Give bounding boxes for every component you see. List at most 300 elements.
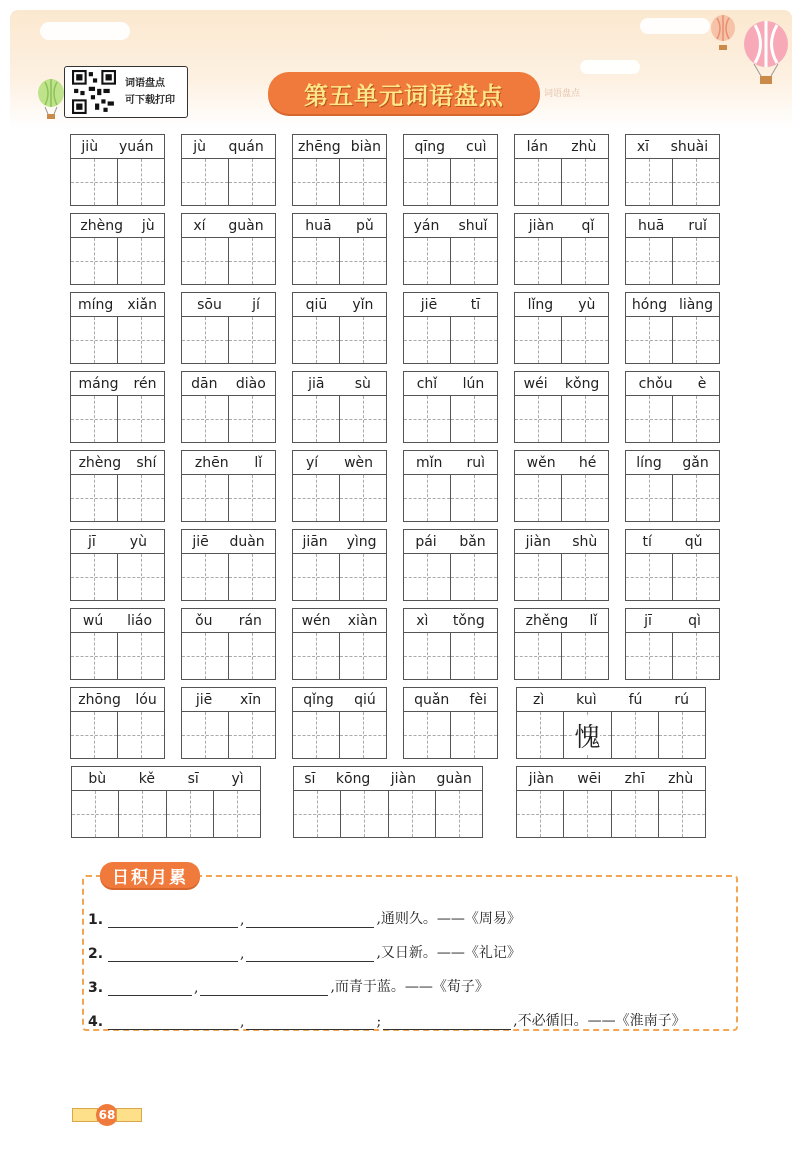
pinyin-syllable: jī <box>644 612 652 629</box>
writing-cell[interactable] <box>293 712 339 758</box>
word-box <box>70 213 165 285</box>
pinyin-syllable: dān <box>191 375 218 392</box>
answer-blank[interactable] <box>108 980 192 996</box>
answer-blank[interactable] <box>246 946 374 962</box>
writing-grid <box>181 158 276 206</box>
word-box <box>516 687 706 759</box>
pinyin-row <box>181 687 276 711</box>
answer-blank[interactable] <box>246 912 374 928</box>
question-number: 4. <box>88 1014 104 1030</box>
pinyin-syllable: jù <box>193 138 207 155</box>
qr-code-panel[interactable] <box>64 66 188 118</box>
writing-cell[interactable] <box>117 317 164 363</box>
writing-cell[interactable] <box>293 238 339 284</box>
pinyin-syllable: kuì <box>576 691 597 708</box>
pinyin-row <box>625 608 720 632</box>
answer-blank[interactable] <box>246 1014 374 1030</box>
pinyin-row <box>625 213 720 237</box>
writing-cell[interactable] <box>71 712 117 758</box>
writing-cell[interactable] <box>293 396 339 442</box>
writing-cell[interactable] <box>626 633 672 679</box>
pinyin-row <box>292 134 387 158</box>
writing-cell[interactable] <box>71 238 117 284</box>
writing-cell[interactable] <box>182 633 228 679</box>
writing-cell[interactable] <box>561 396 608 442</box>
qr-label-line2: 可下载打印 <box>125 95 175 106</box>
pinyin-syllable: chǒu <box>638 375 673 392</box>
pinyin-syllable: chǐ <box>416 375 438 392</box>
pinyin-row <box>403 529 498 553</box>
writing-cell[interactable] <box>182 554 228 600</box>
writing-cell[interactable] <box>450 554 497 600</box>
pinyin-syllable: hóng <box>631 296 668 313</box>
pinyin-row <box>403 450 498 474</box>
pinyin-syllable: fèi <box>469 691 487 708</box>
pinyin-row <box>625 292 720 316</box>
word-box <box>514 371 609 443</box>
writing-cell[interactable] <box>228 238 275 284</box>
writing-cell[interactable] <box>672 475 719 521</box>
pinyin-row <box>292 371 387 395</box>
writing-cell[interactable] <box>658 712 705 758</box>
word-box <box>181 371 276 443</box>
word-box <box>181 292 276 364</box>
pinyin-syllable: wèn <box>344 454 374 471</box>
pinyin-syllable: rú <box>674 691 689 708</box>
writing-cell[interactable] <box>117 396 164 442</box>
writing-cell[interactable] <box>182 712 228 758</box>
writing-cell[interactable] <box>293 317 339 363</box>
word-box <box>403 134 498 206</box>
writing-cell[interactable] <box>450 317 497 363</box>
word-box <box>403 687 498 759</box>
pinyin-syllable: kě <box>138 770 155 787</box>
writing-cell[interactable] <box>563 712 610 758</box>
answer-blank[interactable] <box>108 1014 238 1030</box>
writing-cell[interactable] <box>561 317 608 363</box>
writing-cell[interactable] <box>435 791 482 837</box>
pinyin-row <box>514 371 609 395</box>
pinyin-row <box>516 766 706 790</box>
writing-grid <box>516 790 706 838</box>
writing-cell[interactable] <box>71 396 117 442</box>
writing-cell[interactable] <box>561 633 608 679</box>
writing-grid <box>181 711 276 759</box>
writing-cell[interactable] <box>71 554 117 600</box>
pinyin-syllable: wéi <box>523 375 548 392</box>
writing-grid <box>403 316 498 364</box>
question-text: ,不必循旧。——《淮南子》 <box>513 1013 686 1029</box>
writing-grid <box>514 395 609 443</box>
writing-cell[interactable] <box>228 712 275 758</box>
word-box <box>514 608 609 680</box>
writing-cell[interactable] <box>515 159 561 205</box>
writing-cell[interactable] <box>626 238 672 284</box>
writing-grid <box>514 158 609 206</box>
word-box <box>70 608 165 680</box>
pinyin-syllable: sī <box>187 770 199 787</box>
writing-grid <box>292 158 387 206</box>
pinyin-syllable: zhèng <box>80 217 124 234</box>
pinyin-syllable: jiē <box>195 691 213 708</box>
pinyin-syllable: qǔ <box>684 533 703 550</box>
word-box <box>181 213 276 285</box>
writing-grid <box>292 237 387 285</box>
word-box <box>181 608 276 680</box>
writing-cell[interactable] <box>561 554 608 600</box>
pinyin-syllable: cuì <box>466 138 487 155</box>
writing-cell[interactable] <box>228 554 275 600</box>
writing-grid <box>71 790 261 838</box>
pinyin-syllable: guàn <box>228 217 264 234</box>
writing-cell[interactable] <box>228 317 275 363</box>
pinyin-syllable: liáo <box>127 612 153 629</box>
pinyin-syllable: xiǎn <box>127 296 157 313</box>
pinyin-syllable: yìng <box>346 533 377 550</box>
writing-cell[interactable] <box>517 712 563 758</box>
page-bar-left <box>72 1108 98 1122</box>
writing-cell[interactable] <box>611 712 658 758</box>
cloud-decoration <box>580 60 640 74</box>
writing-grid <box>292 632 387 680</box>
pinyin-syllable: zhēng <box>298 138 341 155</box>
writing-cell[interactable] <box>561 159 608 205</box>
pinyin-syllable: kǒng <box>564 375 600 392</box>
writing-cell[interactable] <box>339 554 386 600</box>
writing-cell[interactable] <box>72 791 118 837</box>
writing-cell[interactable] <box>626 159 672 205</box>
writing-cell[interactable] <box>515 317 561 363</box>
pinyin-row <box>514 608 609 632</box>
writing-cell[interactable] <box>71 317 117 363</box>
pinyin-row <box>403 292 498 316</box>
writing-cell[interactable] <box>658 791 705 837</box>
writing-cell[interactable] <box>515 475 561 521</box>
word-box <box>514 292 609 364</box>
word-box <box>71 766 261 838</box>
writing-cell[interactable] <box>450 712 497 758</box>
writing-cell[interactable] <box>228 159 275 205</box>
word-box <box>292 450 387 522</box>
cloud-decoration <box>40 22 130 40</box>
pinyin-row <box>292 213 387 237</box>
writing-cell[interactable] <box>450 238 497 284</box>
writing-cell[interactable] <box>117 159 164 205</box>
answer-blank[interactable] <box>200 980 328 996</box>
pinyin-row <box>514 213 609 237</box>
writing-cell[interactable] <box>404 159 450 205</box>
pinyin-row <box>403 687 498 711</box>
writing-grid <box>403 474 498 522</box>
writing-cell[interactable] <box>672 238 719 284</box>
word-box <box>292 529 387 601</box>
pinyin-syllable: zhèng <box>78 454 122 471</box>
qr-label-line1: 词语盘点 <box>125 78 165 89</box>
writing-cell[interactable] <box>404 712 450 758</box>
pinyin-syllable: fú <box>628 691 643 708</box>
pinyin-row <box>514 450 609 474</box>
pinyin-row <box>403 608 498 632</box>
pinyin-syllable: qì <box>688 612 701 629</box>
pinyin-syllable: zhōng <box>78 691 121 708</box>
separator: , <box>240 946 245 962</box>
writing-grid <box>181 395 276 443</box>
writing-cell[interactable] <box>117 475 164 521</box>
writing-grid <box>625 158 720 206</box>
question-text: ,通则久。——《周易》 <box>376 911 521 927</box>
pinyin-syllable: quǎn <box>414 691 450 708</box>
writing-cell[interactable] <box>71 159 117 205</box>
pinyin-syllable: jù <box>141 217 155 234</box>
writing-cell[interactable] <box>339 317 386 363</box>
pinyin-syllable: huā <box>638 217 665 234</box>
word-box <box>625 529 720 601</box>
word-box <box>181 687 276 759</box>
pinyin-syllable: xí <box>193 217 206 234</box>
writing-cell[interactable] <box>672 554 719 600</box>
pinyin-syllable: wú <box>82 612 104 629</box>
balloon-icon <box>708 14 738 52</box>
writing-cell[interactable] <box>117 554 164 600</box>
writing-cell[interactable] <box>515 633 561 679</box>
page-number-badge <box>72 1104 142 1126</box>
pinyin-syllable: zhěng <box>525 612 569 629</box>
writing-cell[interactable] <box>166 791 213 837</box>
word-box <box>403 292 498 364</box>
writing-grid <box>625 237 720 285</box>
writing-grid <box>625 395 720 443</box>
writing-grid <box>292 316 387 364</box>
word-box <box>516 766 706 838</box>
writing-grid <box>625 474 720 522</box>
writing-cell[interactable] <box>117 238 164 284</box>
writing-cell[interactable] <box>404 554 450 600</box>
writing-cell[interactable] <box>672 633 719 679</box>
writing-cell[interactable] <box>339 475 386 521</box>
writing-cell[interactable] <box>228 475 275 521</box>
pinyin-syllable: zhēn <box>194 454 229 471</box>
question-number: 3. <box>88 980 104 996</box>
writing-cell[interactable] <box>339 396 386 442</box>
writing-cell[interactable] <box>182 396 228 442</box>
pinyin-syllable: xīn <box>240 691 262 708</box>
word-box <box>292 134 387 206</box>
question-4 <box>88 1010 686 1030</box>
pinyin-row <box>71 766 261 790</box>
writing-cell[interactable] <box>118 791 165 837</box>
pinyin-row <box>514 292 609 316</box>
separator: ; <box>376 1014 382 1030</box>
qr-code-icon[interactable] <box>69 70 119 114</box>
writing-cell[interactable] <box>182 475 228 521</box>
writing-cell[interactable] <box>561 475 608 521</box>
pinyin-syllable: è <box>697 375 707 392</box>
answer-blank[interactable] <box>108 912 238 928</box>
daily-title: 日积月累 <box>112 867 188 888</box>
pinyin-syllable: xī <box>636 138 649 155</box>
writing-cell[interactable] <box>182 238 228 284</box>
daily-title-badge <box>100 862 200 888</box>
pinyin-row <box>516 687 706 711</box>
writing-cell[interactable] <box>626 396 672 442</box>
writing-cell[interactable] <box>293 159 339 205</box>
writing-cell[interactable] <box>404 317 450 363</box>
pinyin-syllable: ruǐ <box>688 217 707 234</box>
writing-cell[interactable] <box>293 633 339 679</box>
word-box <box>181 134 276 206</box>
pinyin-syllable: yí <box>305 454 319 471</box>
word-box <box>292 292 387 364</box>
writing-cell[interactable] <box>340 791 387 837</box>
writing-grid <box>403 632 498 680</box>
writing-cell[interactable] <box>517 791 563 837</box>
word-box <box>293 766 483 838</box>
writing-grid <box>293 790 483 838</box>
writing-cell[interactable] <box>404 238 450 284</box>
pinyin-syllable: lǐ <box>254 454 263 471</box>
writing-cell[interactable] <box>626 317 672 363</box>
pinyin-row <box>70 687 165 711</box>
word-box <box>403 371 498 443</box>
word-box <box>181 529 276 601</box>
pinyin-row <box>625 134 720 158</box>
pinyin-syllable: wēi <box>577 770 602 787</box>
writing-cell[interactable] <box>563 791 610 837</box>
writing-cell[interactable] <box>339 159 386 205</box>
question-text: ,又日新。——《礼记》 <box>376 945 521 961</box>
writing-cell[interactable] <box>515 238 561 284</box>
answer-blank[interactable] <box>383 1014 511 1030</box>
word-box <box>70 292 165 364</box>
writing-cell[interactable] <box>182 317 228 363</box>
pinyin-syllable: bù <box>88 770 107 787</box>
writing-cell[interactable] <box>404 633 450 679</box>
question-2 <box>88 942 521 962</box>
word-box <box>514 134 609 206</box>
pinyin-syllable: jiā <box>308 375 325 392</box>
pinyin-syllable: shuài <box>670 138 709 155</box>
writing-cell[interactable] <box>672 396 719 442</box>
pinyin-row <box>625 450 720 474</box>
writing-grid <box>292 553 387 601</box>
writing-grid <box>514 474 609 522</box>
writing-grid <box>514 553 609 601</box>
pinyin-syllable: lǐng <box>527 296 554 313</box>
pinyin-syllable: zì <box>532 691 545 708</box>
pinyin-row <box>70 213 165 237</box>
writing-cell[interactable] <box>71 475 117 521</box>
pinyin-syllable: jiē <box>420 296 438 313</box>
writing-cell[interactable] <box>293 475 339 521</box>
writing-cell[interactable] <box>515 396 561 442</box>
pinyin-row <box>292 450 387 474</box>
pinyin-row <box>70 529 165 553</box>
writing-cell[interactable] <box>388 791 435 837</box>
pinyin-row <box>70 371 165 395</box>
writing-grid <box>514 237 609 285</box>
pinyin-row <box>625 371 720 395</box>
pinyin-syllable: zhī <box>624 770 645 787</box>
writing-grid <box>70 316 165 364</box>
pinyin-syllable: jiàn <box>525 533 551 550</box>
writing-cell[interactable] <box>611 791 658 837</box>
writing-cell[interactable] <box>117 712 164 758</box>
writing-cell[interactable] <box>182 159 228 205</box>
writing-cell[interactable] <box>293 554 339 600</box>
writing-cell[interactable] <box>626 475 672 521</box>
writing-cell[interactable] <box>672 159 719 205</box>
writing-cell[interactable] <box>228 396 275 442</box>
writing-cell[interactable] <box>450 159 497 205</box>
word-box <box>70 450 165 522</box>
writing-cell[interactable] <box>71 633 117 679</box>
pinyin-row <box>181 529 276 553</box>
pinyin-syllable: gǎn <box>682 454 709 471</box>
writing-cell[interactable] <box>450 633 497 679</box>
pinyin-syllable: jī <box>88 533 96 550</box>
pinyin-syllable: lóu <box>135 691 157 708</box>
writing-cell[interactable] <box>404 396 450 442</box>
answer-blank[interactable] <box>108 946 238 962</box>
pinyin-syllable: zhù <box>668 770 694 787</box>
pinyin-syllable: míng <box>78 296 114 313</box>
writing-cell[interactable] <box>626 554 672 600</box>
writing-grid <box>514 632 609 680</box>
writing-cell[interactable] <box>339 238 386 284</box>
page-title: 第五单元词语盘点 <box>304 81 504 110</box>
pinyin-syllable: qǐ <box>581 217 595 234</box>
writing-cell[interactable] <box>117 633 164 679</box>
pinyin-syllable: xì <box>416 612 429 629</box>
writing-grid <box>514 316 609 364</box>
writing-cell[interactable] <box>339 712 386 758</box>
writing-cell[interactable] <box>213 791 260 837</box>
pinyin-row <box>403 371 498 395</box>
writing-cell[interactable] <box>294 791 340 837</box>
word-box <box>403 213 498 285</box>
writing-grid <box>181 553 276 601</box>
writing-cell[interactable] <box>228 633 275 679</box>
question-number: 2. <box>88 946 104 962</box>
writing-cell[interactable] <box>672 317 719 363</box>
pinyin-row <box>181 213 276 237</box>
pinyin-syllable: lún <box>462 375 485 392</box>
writing-grid <box>181 316 276 364</box>
writing-grid <box>403 553 498 601</box>
writing-cell[interactable] <box>515 554 561 600</box>
pinyin-syllable: xiàn <box>347 612 378 629</box>
writing-cell[interactable] <box>450 396 497 442</box>
writing-cell[interactable] <box>561 238 608 284</box>
writing-grid <box>403 395 498 443</box>
writing-grid <box>403 158 498 206</box>
pinyin-syllable: jiē <box>192 533 209 550</box>
pinyin-row <box>70 608 165 632</box>
writing-cell[interactable] <box>404 475 450 521</box>
pinyin-row <box>292 687 387 711</box>
pinyin-syllable: duàn <box>229 533 265 550</box>
pinyin-syllable: wěn <box>526 454 556 471</box>
writing-cell[interactable] <box>339 633 386 679</box>
pinyin-syllable: liàng <box>678 296 714 313</box>
writing-grid <box>625 553 720 601</box>
pinyin-syllable: yì <box>231 770 244 787</box>
pinyin-syllable: tí <box>642 533 652 550</box>
writing-cell[interactable] <box>450 475 497 521</box>
word-box <box>625 292 720 364</box>
pinyin-syllable: jiù <box>81 138 99 155</box>
pinyin-syllable: yù <box>578 296 596 313</box>
